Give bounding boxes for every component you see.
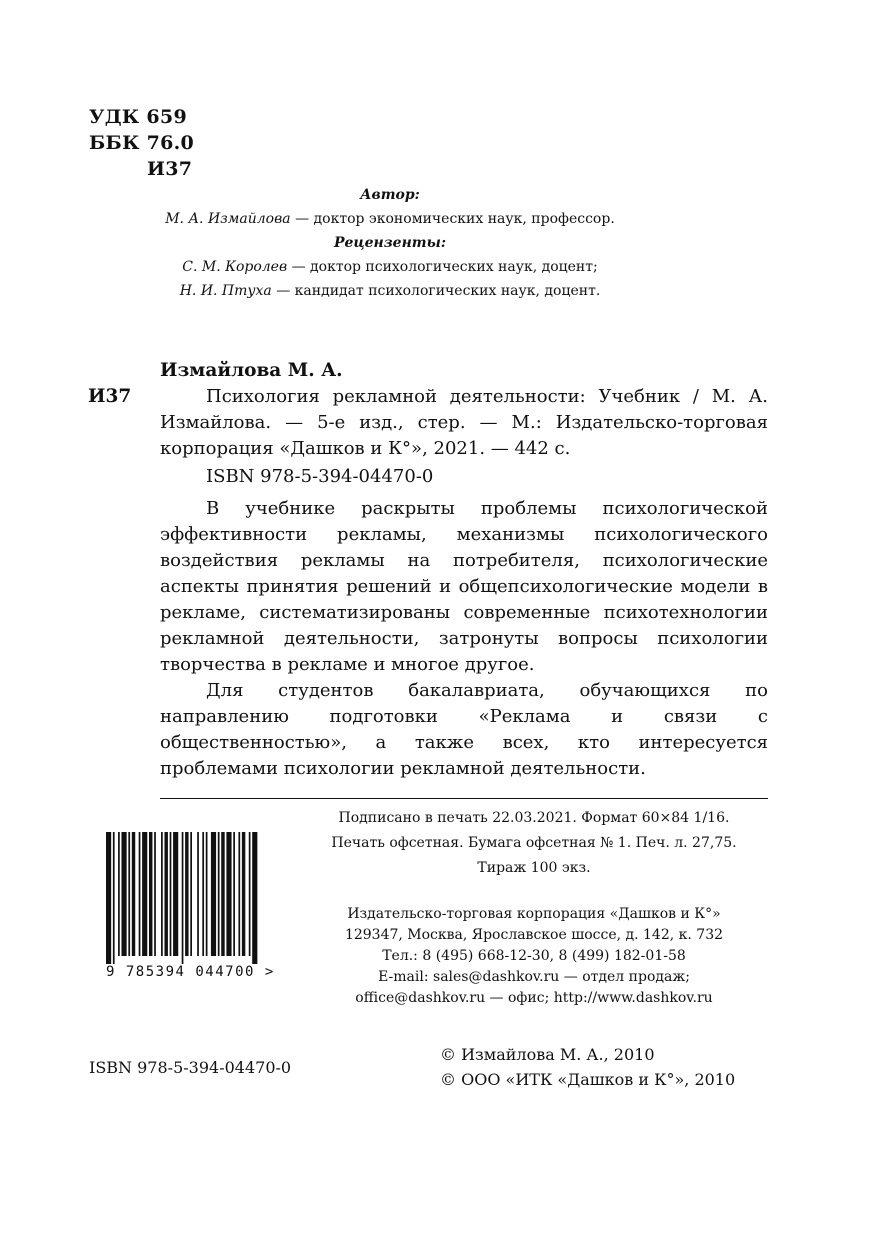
barcode-bar bbox=[202, 832, 204, 956]
udk-code: УДК 659 bbox=[89, 106, 187, 128]
barcode-bar bbox=[221, 832, 224, 956]
barcode-bar bbox=[206, 832, 208, 956]
reviewer-name: С. М. Королев bbox=[182, 259, 288, 275]
print-specs-line: Тираж 100 экз. bbox=[477, 860, 591, 876]
publisher-phones: Тел.: 8 (495) 668-12-30, 8 (499) 182-01-58 bbox=[382, 948, 686, 964]
copyright-line: © Измайлова М. А., 2010 bbox=[440, 1045, 655, 1064]
annotation-paragraph: В учебнике раскрыты проблемы психологической эффективности рекламы, механизмы психологического воздействия рекламы на потребителя, психологические аспекты принятия решений и общепсихологические модели в рекламе, систематизированы современные психотехнологии рекламной деятельности, затронуты вопросы психологии творчества в рекламе и многое другое. bbox=[160, 498, 768, 675]
publisher-address: 129347, Москва, Ярославское шоссе, д. 142, к. 732 bbox=[344, 927, 724, 943]
barcode-bar bbox=[218, 832, 220, 956]
barcode-bar bbox=[190, 832, 192, 956]
barcode-bar bbox=[238, 832, 240, 956]
barcode-bar bbox=[149, 832, 152, 956]
barcode bbox=[106, 832, 286, 982]
annotation bbox=[160, 496, 768, 782]
reviewer-line bbox=[140, 279, 640, 303]
publisher-name: Издательско-торговая корпорация «Дашков и К°» bbox=[347, 906, 721, 922]
copyright-line: © ООО «ИТК «Дашков и К°», 2010 bbox=[440, 1070, 736, 1089]
author-heading: Измайлова М. А. bbox=[160, 360, 343, 381]
barcode-bar bbox=[182, 832, 184, 964]
bibliographic-record bbox=[88, 358, 768, 782]
barcode-bar bbox=[249, 832, 251, 956]
print-specs-line: Подписано в печать 22.03.2021. Формат 60×84 1/16. bbox=[338, 810, 730, 826]
publisher-office: office@dashkov.ru — офис; http://www.dashkov.ru bbox=[355, 990, 713, 1006]
reviewer-line bbox=[140, 255, 640, 279]
barcode-bar bbox=[170, 832, 172, 956]
barcode-bar bbox=[252, 832, 257, 964]
copyright-block bbox=[440, 1042, 770, 1092]
barcode-bar bbox=[154, 832, 156, 956]
reviewer-description: — доктор психологических наук, доцент; bbox=[287, 259, 598, 275]
barcode-bar bbox=[139, 832, 141, 956]
barcode-bar bbox=[211, 832, 216, 956]
print-specs-line: Печать офсетная. Бумага офсетная № 1. Печ. л. 27,75. bbox=[331, 835, 737, 851]
bibliographic-description: Психология рекламной деятельности: Учебник / М. А. Измайлова. — 5-е изд., стер. — М.: Издательско-торговая корпорация «Дашков и К°», 2021. — 442 с. bbox=[160, 386, 768, 459]
barcode-bar bbox=[118, 832, 120, 956]
classification-codes bbox=[89, 104, 194, 182]
barcode-bar bbox=[233, 832, 235, 956]
reviewer-name: Н. И. Птуха bbox=[179, 283, 272, 299]
reviewer-description: — кандидат психологических наук, доцент. bbox=[271, 283, 601, 299]
barcode-bar bbox=[142, 832, 147, 956]
barcode-bar bbox=[132, 832, 135, 956]
isbn-bottom: ISBN 978-5-394-04470-0 bbox=[89, 1058, 292, 1077]
barcode-bar bbox=[161, 832, 163, 956]
barcode-digits: 9 785394 044700 > bbox=[106, 964, 275, 980]
barcode-bar bbox=[173, 832, 178, 956]
barcode-bar bbox=[197, 832, 199, 956]
credits-block bbox=[140, 183, 640, 303]
author-role-heading: Автор: bbox=[360, 187, 420, 203]
print-specs bbox=[296, 806, 772, 881]
author-sign: И37 bbox=[147, 158, 193, 180]
barcode-bar bbox=[185, 832, 188, 956]
barcode-bar bbox=[242, 832, 245, 956]
author-name: М. А. Измайлова bbox=[165, 211, 291, 227]
barcode-bar bbox=[164, 832, 167, 956]
publisher-email: E-mail: sales@dashkov.ru — отдел продаж; bbox=[378, 969, 690, 985]
divider-line bbox=[160, 798, 768, 799]
barcode-bar bbox=[226, 832, 231, 956]
bbk-code: ББК 76.0 bbox=[89, 132, 195, 154]
author-description: — доктор экономических наук, профессор. bbox=[290, 211, 615, 227]
barcode-bars bbox=[106, 832, 286, 964]
author-line bbox=[140, 207, 640, 231]
barcode-bar bbox=[128, 832, 130, 956]
annotation-paragraph: Для студентов бакалавриата, обучающихся по направлению подготовки «Реклама и связи с общественностью», а также всех, кто интересуется проблемами психологии рекламной деятельности. bbox=[160, 680, 768, 779]
barcode-bar bbox=[121, 832, 126, 956]
barcode-bar bbox=[113, 832, 115, 964]
isbn-line: ISBN 978-5-394-04470-0 bbox=[206, 466, 434, 487]
barcode-bar bbox=[106, 832, 111, 964]
margin-author-sign: И37 bbox=[88, 386, 132, 407]
publisher-info bbox=[296, 904, 772, 1009]
reviewers-role-heading: Рецензенты: bbox=[333, 235, 447, 251]
